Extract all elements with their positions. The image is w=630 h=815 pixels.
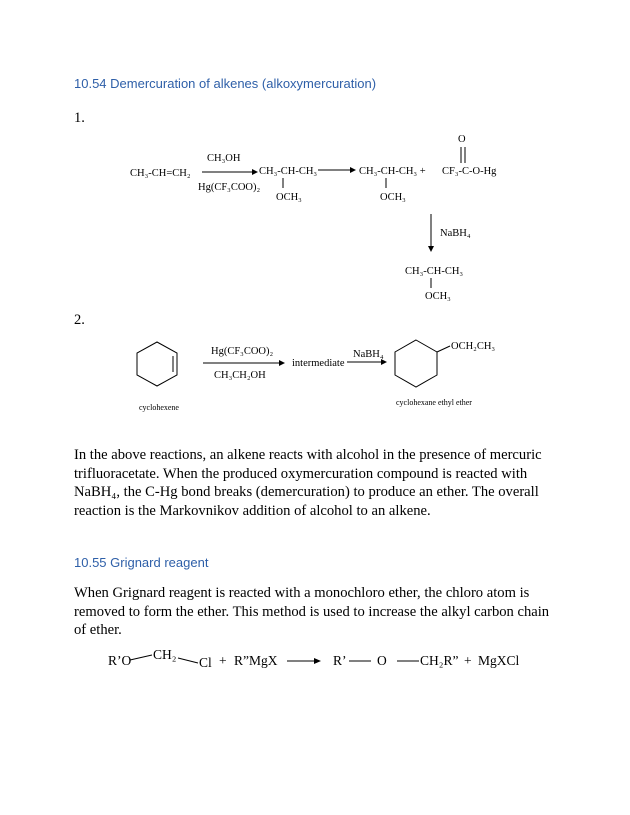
scheme2-intermediate: intermediate [292, 358, 345, 369]
equation-arrow-head [314, 658, 321, 664]
equation-bond-1 [130, 655, 152, 660]
scheme1-reduction-reagent: NaBH₄ [440, 228, 471, 239]
scheme1-byproduct: CF₃-C-O-Hg [442, 166, 497, 177]
equation-mgxcl: MgXCl [478, 653, 520, 668]
scheme1-product: CH₃-CH-CH₃ + [359, 166, 426, 177]
scheme2-product-substituent: OCH₂CH₃ [451, 341, 496, 352]
equation-oxygen: O [377, 653, 387, 668]
scheme1-reagent-top: CH₃OH [207, 153, 241, 164]
scheme2-reagent-top: Hg(CF₃COO)₂ [211, 346, 274, 357]
scheme1-intermediate-sub: OCH₃ [276, 192, 302, 203]
section-55-paragraph: When Grignard reagent is reacted with a monochloro ether, the chloro atom is removed to form the ether. This method is used to increase the alkyl carbon chain of ether. [74, 585, 550, 638]
cyclohexane-ethyl-ether-label: cyclohexane ethyl ether [396, 398, 472, 407]
equation-grignard: R”MgX [234, 653, 278, 668]
scheme1-intermediate: CH₃-CH-CH₃ [259, 166, 318, 177]
cyclohexene-label: cyclohexene [139, 403, 179, 412]
equation-ch2r: CH₂R” [420, 653, 459, 668]
scheme1-final-sub: OCH₃ [425, 291, 451, 302]
scheme2-reduction-reagent: NaBH₄ [353, 349, 384, 360]
scheme1-product-sub: OCH₃ [380, 192, 406, 203]
item-2-number: 2. [74, 312, 85, 328]
equation-r-o: R’O [108, 653, 132, 668]
equation-plus-1: + [219, 653, 227, 668]
scheme1-reactant: CH₃-CH=CH₂ [130, 168, 191, 179]
scheme1-final-product: CH₃-CH-CH₃ [405, 266, 464, 277]
section-55-heading: 10.55 Grignard reagent [74, 555, 209, 570]
item-1-number: 1. [74, 110, 85, 126]
section-54-paragraph: In the above reactions, an alkene reacts with alcohol in the presence of mercuric trifluoracetate. When the produced oxymercuration compound is reacted with NaBH₄, the C-Hg bond breaks (demercuration) to produce an ether. The overall reaction is the Markovnikov addition of alcohol to an alkene. [74, 447, 542, 519]
scheme1-byproduct-oxygen: O [458, 134, 466, 145]
section-54-heading: 10.54 Demercuration of alkenes (alkoxymercuration) [74, 76, 377, 91]
equation-cl: Cl [199, 655, 212, 670]
equation-ch2: CH₂ [153, 647, 177, 662]
equation-r-prime: R’ [333, 653, 347, 668]
scheme1-reagent-bottom: Hg(CF₃COO)₂ [198, 182, 261, 193]
equation-plus-2: + [464, 653, 472, 668]
equation-bond-2 [178, 658, 198, 663]
scheme2-reagent-bottom: CH₃CH₂OH [214, 370, 266, 381]
